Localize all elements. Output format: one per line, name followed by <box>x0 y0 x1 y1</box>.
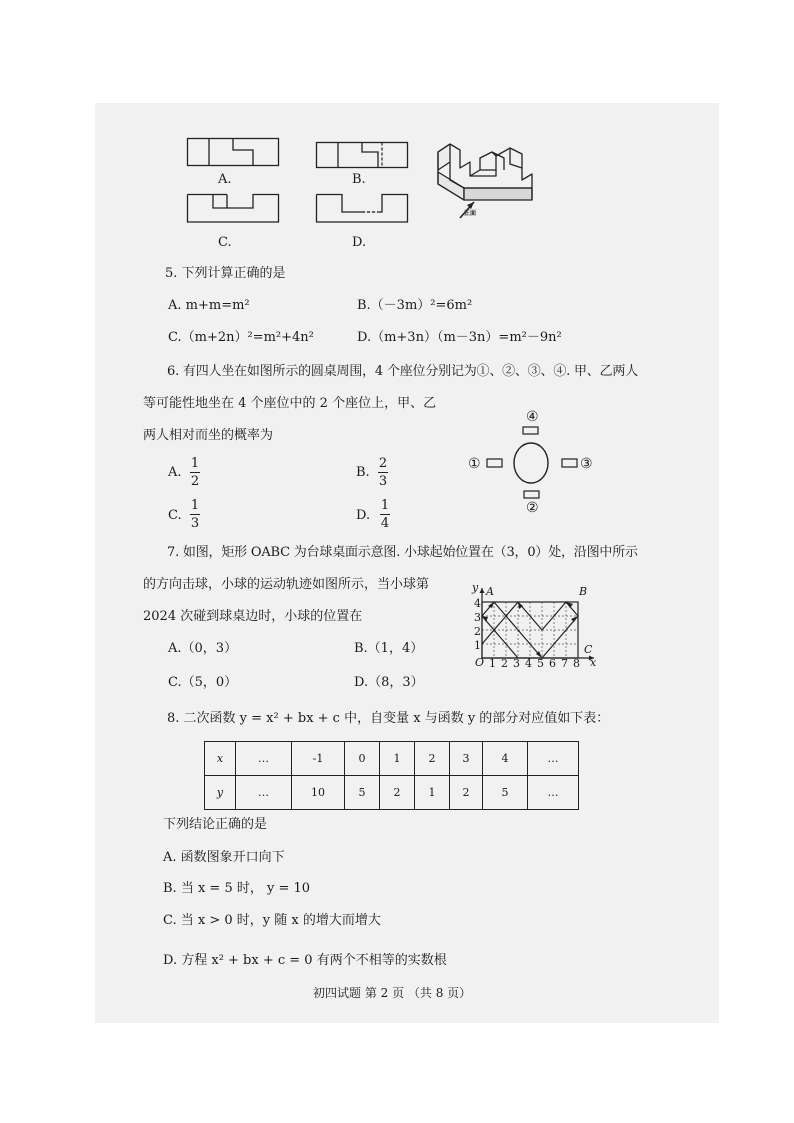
q7-x-tick: 1 <box>489 657 496 670</box>
q5-option-a: A. m+m=m² <box>168 298 250 313</box>
numerator: 1 <box>190 456 200 471</box>
q6-option-d-fraction <box>380 498 390 531</box>
q7-y-tick: 4 <box>474 597 481 610</box>
table-cell: y <box>205 776 236 810</box>
table-cell: 2 <box>415 742 450 776</box>
table-cell: 5 <box>483 776 528 810</box>
q7-graph-x-label: x <box>590 656 597 669</box>
q6-option-c-letter: C. <box>168 508 182 523</box>
q4-front-view-label: 正面 <box>464 210 477 217</box>
table-cell: -1 <box>292 742 345 776</box>
page-footer: 初四试题 第 2 页 （共 8 页） <box>313 986 472 1000</box>
q7-x-tick: 6 <box>549 657 556 670</box>
table-row-x <box>205 742 579 776</box>
q7-x-tick: 8 <box>573 657 580 670</box>
q6-seat-4-label: ④ <box>526 409 539 425</box>
q5-stem: 5. 下列计算正确的是 <box>165 266 286 281</box>
q6-stem-line2: 等可能性地坐在 4 个座位中的 2 个座位上，甲、乙 <box>143 396 437 411</box>
table-cell: 1 <box>415 776 450 810</box>
q4-option-a-label: A. <box>218 172 232 187</box>
table-cell: 2 <box>380 776 415 810</box>
q7-x-tick: 5 <box>537 657 544 670</box>
q7-x-tick: 3 <box>513 657 520 670</box>
q4-option-b-label: B. <box>352 172 366 187</box>
q4-figure-b <box>316 142 408 170</box>
q5-option-d: D.（m+3n）（m－3n）=m²－9n² <box>357 330 562 345</box>
q7-option-d: D.（8，3） <box>354 675 424 690</box>
table-cell: 4 <box>483 742 528 776</box>
q6-option-b-fraction <box>378 456 388 489</box>
q8-option-b: B. 当 x = 5 时， y = 10 <box>163 881 311 896</box>
q7-option-c: C.（5，0） <box>168 675 238 690</box>
denominator: 4 <box>380 516 390 531</box>
q7-x-tick: 7 <box>561 657 568 670</box>
q7-graph-point-b: B <box>579 585 588 598</box>
q7-option-b: B.（1，4） <box>354 641 424 656</box>
q4-solid-figure <box>436 140 546 220</box>
denominator: 2 <box>190 474 200 489</box>
q7-stem-line2: 的方向击球，小球的运动轨迹如图所示，当小球第 <box>143 577 430 592</box>
table-cell: … <box>528 742 579 776</box>
q4-figure-c <box>187 194 279 224</box>
q6-option-a-fraction <box>190 456 200 489</box>
q6-stem-line1: 6. 有四人坐在如图所示的圆桌周围，4 个座位分别记为①、②、③、④. 甲、乙两人 <box>167 364 639 379</box>
table-cell: 10 <box>292 776 345 810</box>
q6-option-b-letter: B. <box>356 465 370 480</box>
table-row-y <box>205 776 579 810</box>
q7-y-tick: 2 <box>474 625 481 638</box>
q5-option-c: C.（m+2n）²=m²+4n² <box>168 330 314 345</box>
numerator: 2 <box>378 456 388 471</box>
q7-x-tick: 4 <box>525 657 532 670</box>
q7-graph-point-c: C <box>584 643 593 656</box>
q6-seat-3-label: ③ <box>580 456 593 472</box>
denominator: 3 <box>378 474 388 489</box>
q7-stem-line3: 2024 次碰到球桌边时，小球的位置在 <box>143 609 363 624</box>
q6-seat-1-label: ① <box>468 456 481 472</box>
table-cell: 3 <box>450 742 483 776</box>
denominator: 3 <box>190 516 200 531</box>
q4-option-d-label: D. <box>352 235 367 250</box>
q7-graph-origin: O <box>475 656 485 669</box>
q8-option-c: C. 当 x > 0 时，y 随 x 的增大而增大 <box>163 913 381 928</box>
table-cell: … <box>528 776 579 810</box>
q6-option-d-letter: D. <box>356 508 371 523</box>
q7-graph-point-a: A <box>486 585 494 598</box>
table-cell: … <box>236 742 292 776</box>
q6-option-a-letter: A. <box>168 465 182 480</box>
q6-option-c-fraction <box>190 498 200 531</box>
q6-seat-2-label: ② <box>526 500 539 516</box>
q4-option-c-label: C. <box>218 235 232 250</box>
numerator: 1 <box>190 498 200 513</box>
q7-option-a: A.（0，3） <box>168 641 238 656</box>
q6-stem-line3: 两人相对而坐的概率为 <box>143 428 274 443</box>
q4-figure-a <box>187 138 279 168</box>
q8-option-d: D. 方程 x² + bx + c = 0 有两个不相等的实数根 <box>163 953 447 968</box>
table-cell: … <box>236 776 292 810</box>
q7-y-tick: 1 <box>474 639 481 652</box>
numerator: 1 <box>380 498 390 513</box>
q7-y-tick: 3 <box>474 611 481 624</box>
q5-option-b: B.（－3m）²=6m² <box>357 298 473 313</box>
table-cell: 1 <box>380 742 415 776</box>
table-cell: 2 <box>450 776 483 810</box>
q7-graph-y-label: y <box>472 581 479 594</box>
table-cell: 5 <box>345 776 380 810</box>
q7-x-tick: 2 <box>501 657 508 670</box>
table-cell: 0 <box>345 742 380 776</box>
table-cell: x <box>205 742 236 776</box>
q4-figure-d <box>316 194 408 224</box>
q8-stem: 8. 二次函数 y = x² + bx + c 中，自变量 x 与函数 y 的部分对应值如下表： <box>167 711 610 726</box>
q7-stem-line1: 7. 如图，矩形 OABC 为台球桌面示意图. 小球起始位置在（3，0）处，沿图中所示 <box>167 545 638 560</box>
q8-sub-stem: 下列结论正确的是 <box>163 817 268 832</box>
q8-option-a: A. 函数图象开口向下 <box>163 850 285 865</box>
q8-value-table <box>204 741 579 810</box>
